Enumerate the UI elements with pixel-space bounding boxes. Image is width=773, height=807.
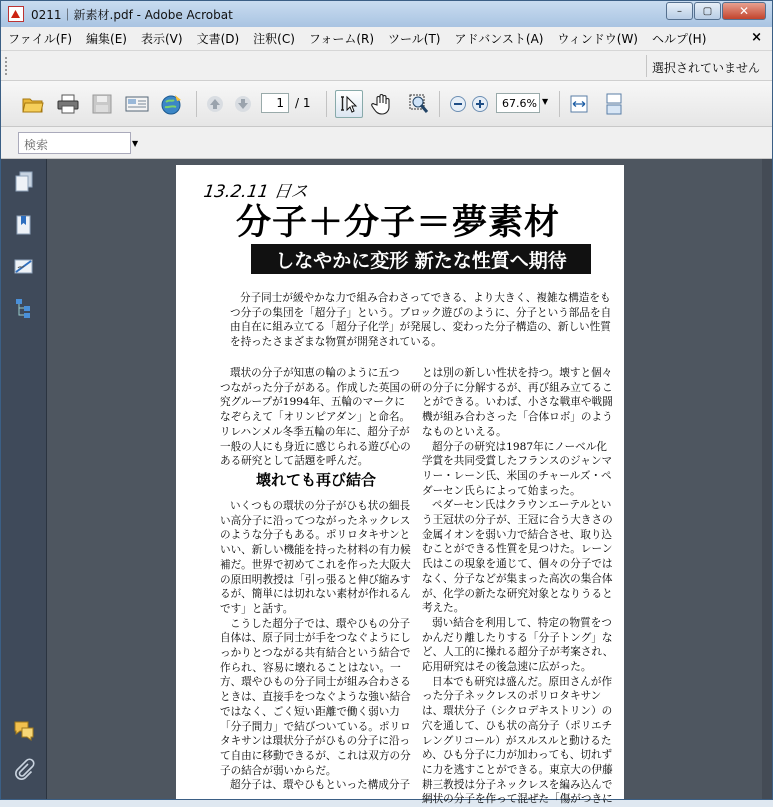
share-icon[interactable] — [161, 94, 183, 114]
model-tree-icon[interactable] — [13, 297, 35, 319]
minimize-button[interactable]: – — [666, 2, 693, 20]
select-tool-icon[interactable] — [335, 90, 363, 118]
body-line: 究グループが1994年、五輪のマークに — [220, 396, 406, 409]
zoom-dropdown-icon[interactable]: ▼ — [542, 97, 549, 106]
maximize-button[interactable]: ▢ — [694, 2, 721, 20]
lead-line: 分子同士が緩やかな力で組み合わさってできる、より大きく、複雑な構造をも — [240, 292, 611, 304]
scroll-mode-icon[interactable] — [603, 94, 625, 114]
body-line: 一般の人にも身近に感じられる遊び心の — [220, 440, 411, 453]
article-lead — [230, 291, 614, 350]
vertical-scrollbar[interactable] — [762, 159, 772, 799]
save-icon[interactable] — [91, 94, 113, 114]
body-line: かんだり離したりする「分子トング」な — [422, 631, 613, 644]
body-line: 作られ、容易に壊れることはない。一 — [220, 661, 401, 674]
body-line: のような分子もある。ポリロタキサンと — [220, 529, 411, 542]
body-line: とができる。いわば、小さな戦車や戦闘 — [422, 396, 613, 409]
document-close-button[interactable]: × — [751, 30, 762, 45]
document-viewport[interactable] — [47, 159, 772, 806]
open-icon[interactable] — [22, 94, 44, 114]
toolbar-separator — [439, 91, 440, 117]
title-bar — [1, 1, 772, 27]
menu-bar — [1, 27, 772, 51]
hand-tool-icon[interactable] — [371, 94, 393, 114]
body-line: て自由に移動できるが、これは双方の分 — [220, 749, 411, 762]
body-line: 日本でも研究は盛んだ。原田さんが作 — [432, 675, 613, 688]
body-line: レングリコール）がスルスルと動けるた — [422, 734, 612, 747]
article-subhead: しなやかに変形 新たな性質へ期待 — [251, 244, 591, 274]
menu-comments[interactable]: 注釈(C) — [253, 32, 295, 46]
menu-edit[interactable]: 編集(E) — [86, 32, 127, 46]
marquee-zoom-icon[interactable] — [408, 94, 430, 114]
main-toolbar — [1, 81, 772, 127]
menu-forms[interactable]: フォーム(R) — [308, 32, 375, 46]
lead-line: を持ったさまざまな物質が開発されている。 — [230, 336, 442, 349]
body-line: 耕三教授は分子ネックレスを編み込んで — [422, 778, 613, 791]
selection-status: 選択されていません — [651, 61, 760, 75]
pdf-page — [176, 165, 624, 806]
pdf-app-icon — [8, 6, 24, 22]
body-line: 学賞を共同受賞したフランスのジャンマ — [422, 455, 613, 468]
body-line: 環状の分子が知恵の輪のように五つ — [230, 367, 400, 379]
body-line: は、環状分子（シクロデキストリン）の — [422, 705, 613, 718]
handwritten-date: 13.2.11 日ス — [202, 182, 310, 202]
body-line: 補だ。世界で初めてこれを作った大阪大 — [220, 558, 411, 571]
body-line: 超分子の研究は1987年にノーベル化 — [432, 440, 607, 453]
section-heading: 壊れても再び結合 — [256, 471, 377, 489]
body-line: 自体は、原子同士が手をつなぐようにし — [220, 632, 411, 645]
body-line: ペダーセン氏はクラウンエーテルとい — [432, 499, 612, 512]
body-line: 子の結合が弱いからだ。 — [220, 764, 337, 777]
article-headline: 分子＋分子＝夢素材 — [236, 202, 561, 243]
body-line: リー・レーン氏、米国のチャールズ・ペ — [422, 469, 612, 482]
body-line: の分子に分解するが、再び組み立てるこ — [422, 381, 613, 394]
window-title: 0211｜新素材.pdf - Adobe Acrobat — [31, 7, 233, 22]
menu-advanced[interactable]: アドバンスト(A) — [454, 32, 544, 46]
body-line: め、ひも分子に力が加わっても、切れず — [422, 749, 613, 762]
toolbar-grip[interactable] — [5, 57, 9, 75]
body-line: つながった分子がある。作成した英国の研 — [220, 381, 422, 394]
body-line: 穴を通して、ひも状の高分子（ポリエチ — [422, 719, 613, 732]
zoom-in-icon[interactable] — [469, 94, 491, 114]
close-button[interactable]: ✕ — [722, 2, 766, 20]
body-line: なものといえる。 — [422, 425, 507, 438]
left-column-top — [220, 366, 422, 469]
body-line: とは別の新しい性状を持つ。壊すと個々 — [422, 367, 613, 379]
page-number-input[interactable]: 1 — [261, 93, 289, 113]
attachments-icon[interactable] — [13, 759, 35, 781]
body-line: 「分子間力」で結びついている。ポリロ — [220, 720, 411, 733]
prev-page-icon[interactable] — [204, 94, 226, 114]
body-line: ダーセン氏らによって始まった。 — [422, 484, 581, 497]
body-line: るが、簡単には切れない素材が作れるん — [220, 588, 411, 601]
page-total: / 1 — [295, 96, 311, 110]
zoom-out-icon[interactable] — [447, 94, 469, 114]
body-line: 氏はこの現象を通じて、個々の分子では — [422, 558, 613, 571]
body-line: 金属イオンを弱い力で結合させ、取り込 — [422, 528, 613, 541]
body-line: なぞらえて「オリンピアダン」と命名。 — [220, 411, 411, 424]
toolbar-separator — [559, 91, 560, 117]
window-controls — [665, 2, 766, 20]
body-line: の原田明教授は「引っ張ると伸び縮みす — [220, 573, 411, 586]
left-column-bottom — [220, 499, 418, 793]
body-line: ではなく、ごく短い距離で働く弱い力 — [220, 705, 400, 718]
body-line: むことができる性質を見つけた。レーン — [422, 543, 613, 556]
menu-document[interactable]: 文書(D) — [196, 32, 240, 46]
body-line: 方、環やひもの分子同士が組み合わさる — [220, 676, 411, 689]
right-column — [422, 366, 620, 807]
search-dropdown-icon[interactable]: ▼ — [132, 139, 139, 148]
body-line: ときは、直接手をつなぐような強い結合 — [220, 691, 411, 704]
body-line: こうした超分子では、環やひもの分子 — [230, 617, 411, 630]
print-icon[interactable] — [57, 94, 79, 114]
body-line: っかりとつながる共有結合という結合で — [220, 647, 411, 660]
body-line: なく、分子などが集まった高次の集合体 — [422, 572, 613, 585]
next-page-icon[interactable] — [232, 94, 254, 114]
navigation-panel — [1, 159, 47, 799]
body-line: に力を逃すことができる。東京大の伊藤 — [422, 763, 613, 776]
email-icon[interactable] — [126, 94, 148, 114]
body-line: 考えた。 — [422, 602, 465, 615]
bookmarks-icon[interactable] — [13, 214, 35, 236]
zoom-level-input[interactable]: 67.6% — [496, 93, 540, 113]
lead-line: つ分子の集団を「超分子」という。ブロック遊びのように、分子という部品を自 — [230, 306, 612, 319]
toolbar-separator — [326, 91, 327, 117]
fit-width-icon[interactable] — [568, 94, 590, 114]
body-line: です」と話す。 — [220, 602, 294, 615]
body-line: 超分子は、環やひもといった構成分子 — [230, 779, 411, 792]
search-row — [1, 127, 772, 159]
body-line: 網状の分子を作って混ぜた「傷がつきに — [422, 793, 613, 806]
pages-icon[interactable] — [13, 171, 35, 193]
status-separator — [646, 55, 647, 77]
search-input[interactable]: 検索 — [18, 132, 131, 154]
body-line: ど、人工的に操れる超分子が考案され、 — [422, 646, 614, 659]
body-line: 機が組み合わさった「合体ロボ」のよう — [422, 411, 613, 424]
body-line: い高分子に沿ってつながったネックレス — [220, 514, 411, 527]
body-line: 応用研究はその後急速に広がった。 — [422, 661, 592, 674]
body-line: ある研究として話題を呼んだ。 — [220, 455, 369, 468]
menu-help[interactable]: ヘルプ(H) — [652, 32, 707, 46]
body-line: いくつもの環状の分子がひも状の細長 — [230, 500, 411, 512]
body-line: う王冠状の分子が、王冠に合う大きさの — [422, 514, 613, 527]
menu-window[interactable]: ウィンドウ(W) — [557, 32, 638, 46]
menu-view[interactable]: 表示(V) — [140, 32, 183, 46]
body-line: リレハンメル冬季五輪の年に、超分子が — [220, 425, 410, 438]
body-line: 弱い結合を利用して、特定の物質をつ — [432, 616, 612, 629]
body-line: いい、新しい機能を持った材料の有力候 — [220, 544, 411, 557]
comments-icon[interactable] — [13, 719, 35, 741]
menu-tools[interactable]: ツール(T) — [388, 32, 441, 46]
status-row — [1, 51, 772, 81]
body-line: タキサンは環状分子がひもの分子に沿っ — [220, 735, 411, 748]
lead-line: 由自在に組み立てる「超分子化学」が発展し、変わった分子構造の、新しい性質 — [230, 321, 611, 334]
menu-file[interactable]: ファイル(F) — [8, 32, 73, 46]
signatures-icon[interactable] — [13, 256, 35, 278]
body-line: った分子ネックレスのポリロタキサン — [422, 690, 602, 703]
body-line: が、化学の新たな研究対象となりうると — [422, 587, 613, 600]
toolbar-separator — [196, 91, 197, 117]
